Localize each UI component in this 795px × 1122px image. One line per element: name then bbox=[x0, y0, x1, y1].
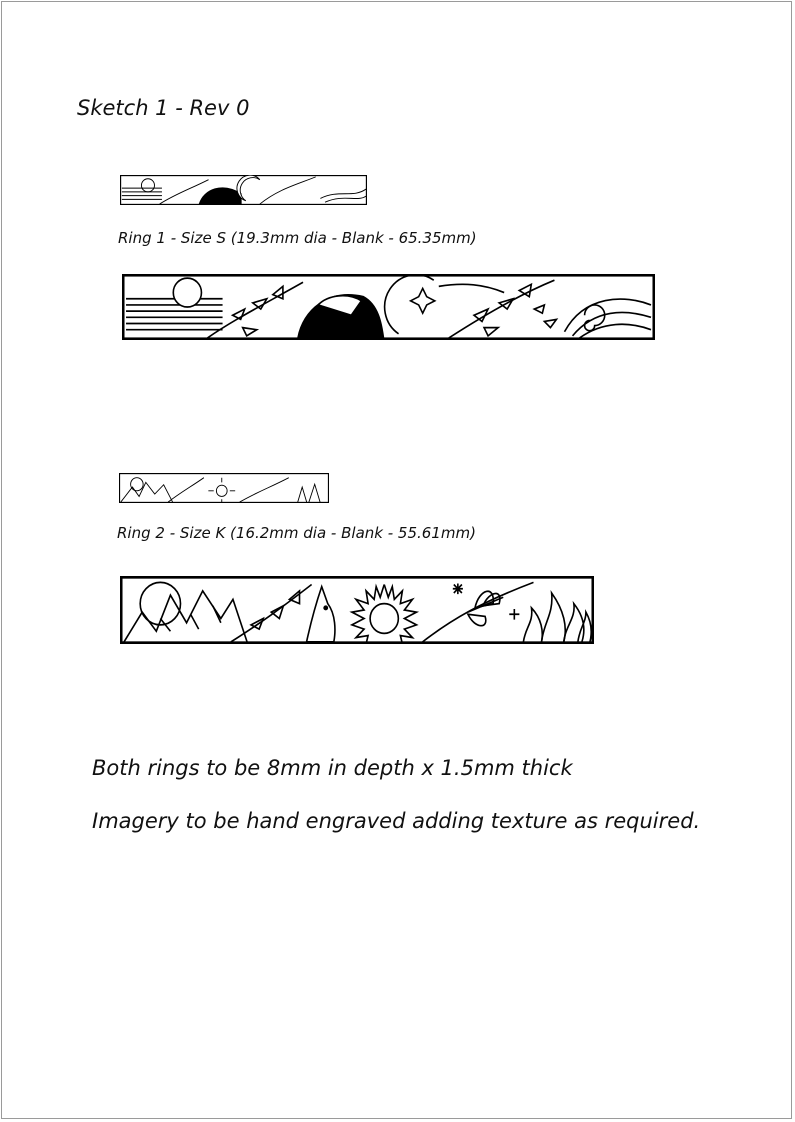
ring-2-artwork bbox=[120, 576, 594, 644]
page-frame bbox=[1, 1, 792, 1119]
sketch-title: Sketch 1 - Rev 0 bbox=[77, 96, 250, 120]
dimensions-note: Both rings to be 8mm in depth x 1.5mm thick bbox=[92, 756, 573, 780]
ring-2-preview bbox=[119, 473, 329, 503]
ring-1-artwork bbox=[122, 274, 655, 340]
ring-1-preview bbox=[120, 175, 367, 205]
ring-2-caption: Ring 2 - Size K (16.2mm dia - Blank - 55.61mm) bbox=[117, 524, 476, 542]
ring-1-caption: Ring 1 - Size S (19.3mm dia - Blank - 65.35mm) bbox=[118, 229, 477, 247]
engraving-note: Imagery to be hand engraved adding texture as required. bbox=[92, 809, 701, 833]
